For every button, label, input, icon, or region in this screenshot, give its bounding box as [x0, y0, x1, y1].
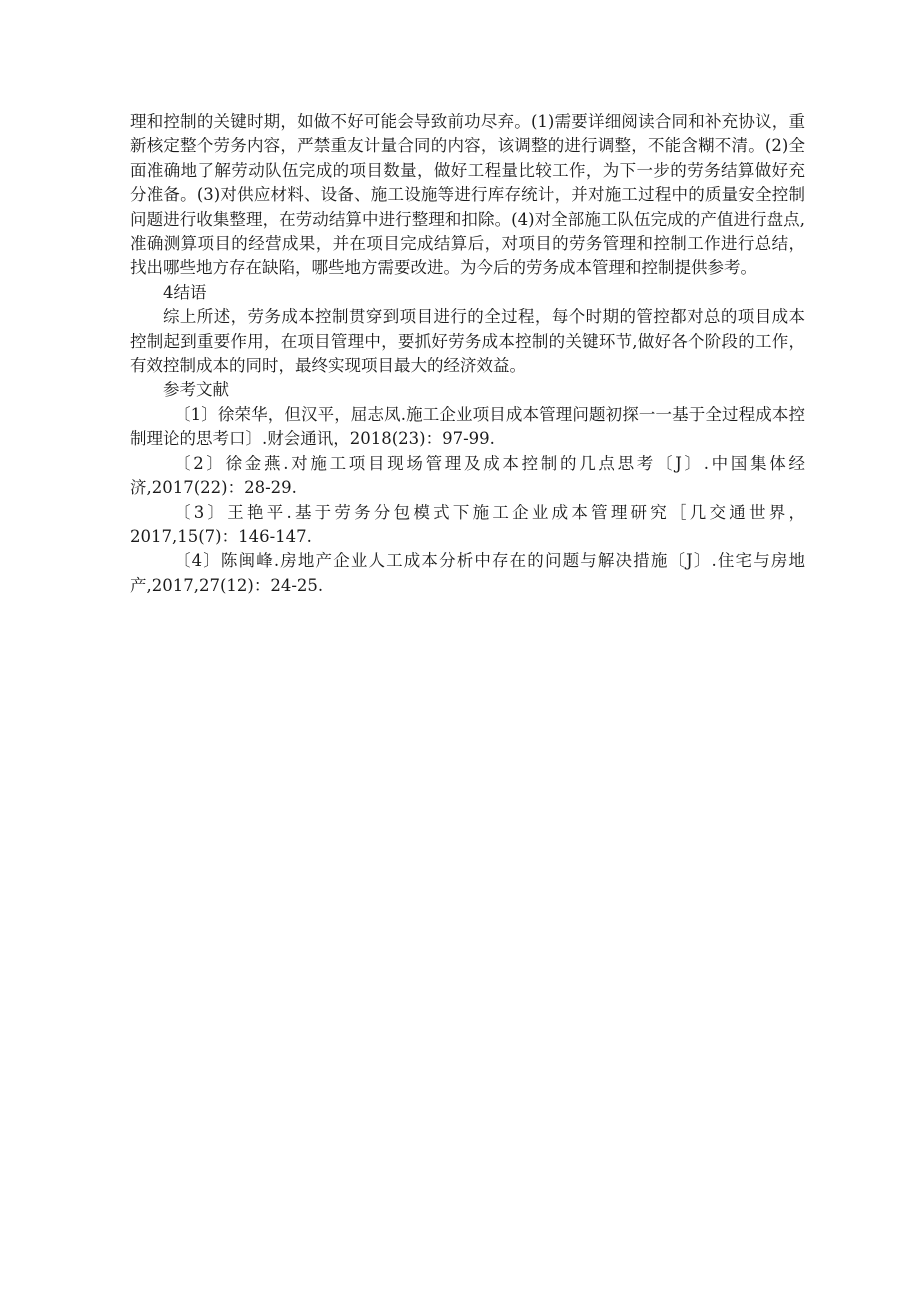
references-heading: 参考文献	[163, 380, 229, 400]
reference-item-3: 〔3〕王艳平.基于劳务分包模式下施工企业成本管理研究［几交通世界，2017,15(7)：146-147.	[130, 502, 805, 546]
reference-item-2: 〔2〕徐金燕.对施工项目现场管理及成本控制的几点思考〔J〕.中国集体经济,2017(22)：28-29.	[130, 453, 805, 498]
document-page	[130, 110, 805, 598]
body-paragraph-1: 理和控制的关键时期，如做不好可能会导致前功尽弃。(1)需要详细阅读合同和补充协议，重新核定整个劳务内容，严禁重友计量合同的内容，该调整的进行调整，不能含糊不清。(2)全面准确地了解劳动队伍完成的项目数量，做好工程量比较工作，为下一步的劳务结算做好充分准备。(3)对供应材料、设备、施工设施等进行库存统计，并对施工过程中的质量安全控制问题进行收集整理，在劳动结算中进行整理和扣除。(4)对全部施工队伍完成的产值进行盘点,准确测算项目的经营成果，并在项目完成结算后，对项目的劳务管理和控制工作进行总结，找出哪些地方存在缺陷，哪些地方需要改进。为今后的劳务成本管理和控制提供参考。	[130, 112, 805, 278]
section-heading-conclusion: 4结语	[163, 282, 207, 302]
body-paragraph-2: 综上所述，劳务成本控制贯穿到项目进行的全过程，每个时期的管控都对总的项目成本控制起到重要作用，在项目管理中，要抓好劳务成本控制的关键环节,做好各个阶段的工作，有效控制成本的同时，最终实现项目最大的经济效益。	[130, 307, 805, 376]
reference-item-1: 〔1〕徐荣华，但汉平，屈志凤.施工企业项目成本管理问题初探一一基于全过程成本控制理论的思考口〕.财会通讯，2018(23)：97-99.	[130, 404, 805, 449]
reference-item-4: 〔4〕陈闽峰.房地产企业人工成本分析中存在的问题与解决措施〔J〕.住宅与房地产,2017,27(12)：24-25.	[130, 551, 805, 595]
